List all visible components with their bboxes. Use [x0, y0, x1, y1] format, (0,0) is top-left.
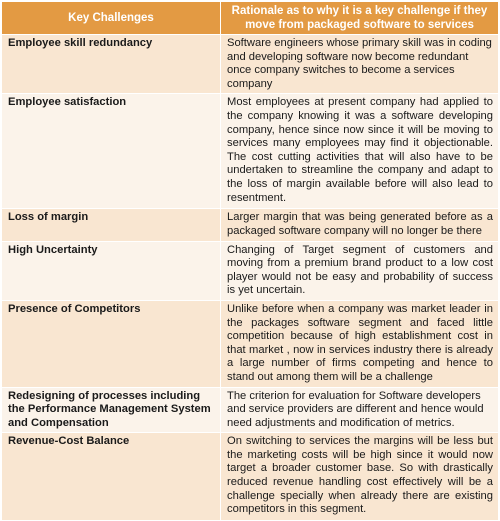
challenge-cell: Presence of Competitors	[2, 300, 221, 387]
table-row	[2, 433, 499, 521]
challenge-cell: Redesigning of processes including the Performance Management System and Compensation	[2, 387, 221, 433]
rationale-cell: Most employees at present company had applied to the company knowing it was a software developing company, hence since now since it will be moving to services many employees may find it objectionable. The cost cutting activities that will also have to be undertaken to streamline the company and adapt to the loss of margin available before will also lead to resentment.	[221, 94, 499, 209]
header-key-challenges: Key Challenges	[2, 2, 221, 35]
rationale-cell: Larger margin that was being generated before as a packaged software company will no longer be there	[221, 209, 499, 241]
table-row	[2, 94, 499, 209]
rationale-cell: Unlike before when a company was market leader in the packages software segment and faced little competition because of high establishment cost in that market , now in services industry there is already a large number of firms competing and hence to stand out among them will be a challenge	[221, 300, 499, 387]
challenge-cell: Revenue-Cost Balance	[2, 433, 221, 521]
table-row	[2, 241, 499, 300]
header-rationale: Rationale as to why it is a key challenge if they move from packaged software to services	[221, 2, 499, 35]
challenge-cell: High Uncertainty	[2, 241, 221, 300]
challenge-cell: Employee skill redundancy	[2, 35, 221, 94]
challenge-cell: Employee satisfaction	[2, 94, 221, 209]
table-row	[2, 387, 499, 433]
challenge-cell: Loss of margin	[2, 209, 221, 241]
rationale-cell: Changing of Target segment of customers and moving from a premium brand product to a low cost player would not be easy and probability of success is yet uncertain.	[221, 241, 499, 300]
table-row	[2, 35, 499, 94]
rationale-cell: Software engineers whose primary skill was in coding and developing software now become redundant once company switches to become a services company	[221, 35, 499, 94]
table-row	[2, 300, 499, 387]
rationale-cell: The criterion for evaluation for Software developers and service providers are different and hence would need adjustments and modification of metrics.	[221, 387, 499, 433]
table-row	[2, 209, 499, 241]
rationale-cell: On switching to services the margins will be less but the marketing costs will be high since it would now target a broader customer base. So with drastically reduced revenue handling cost effectively will be a challenge specially when already there are existing competitors in this segment.	[221, 433, 499, 521]
key-challenges-table	[1, 1, 499, 521]
table-header-row	[2, 2, 499, 35]
